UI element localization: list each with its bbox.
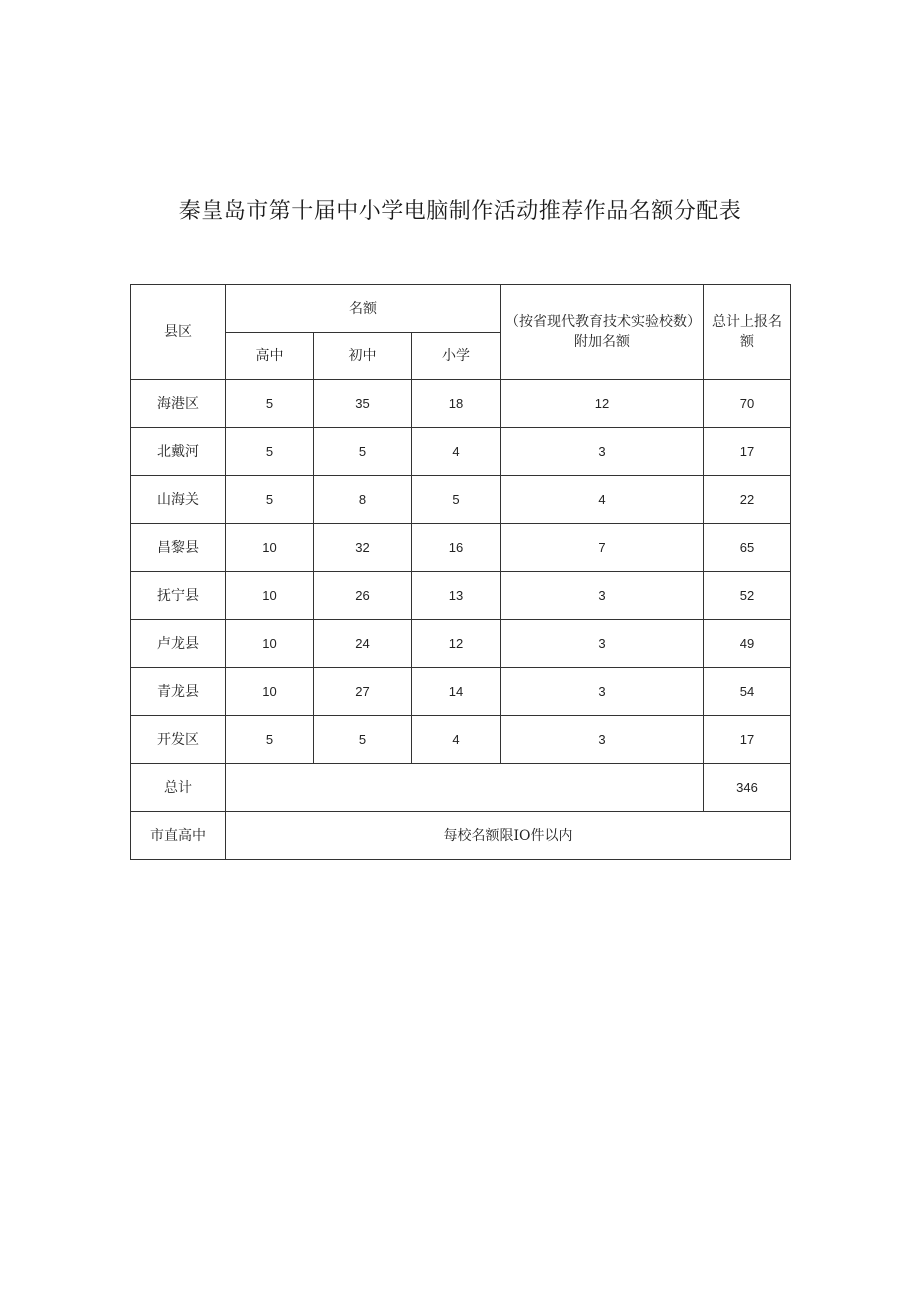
high-school-cell: 10 xyxy=(226,524,314,572)
table-row xyxy=(131,668,791,716)
primary-school-cell: 14 xyxy=(412,668,501,716)
high-school-cell: 5 xyxy=(226,476,314,524)
table-row xyxy=(131,476,791,524)
district-cell: 北戴河 xyxy=(131,428,226,476)
table-row xyxy=(131,380,791,428)
middle-school-cell: 32 xyxy=(314,524,412,572)
primary-school-cell: 13 xyxy=(412,572,501,620)
district-cell: 海港区 xyxy=(131,380,226,428)
summary-blank xyxy=(226,764,704,812)
district-cell: 卢龙县 xyxy=(131,620,226,668)
total-cell: 65 xyxy=(704,524,791,572)
primary-school-cell: 16 xyxy=(412,524,501,572)
total-cell: 49 xyxy=(704,620,791,668)
total-cell: 54 xyxy=(704,668,791,716)
city-high-row xyxy=(131,812,791,860)
primary-school-cell: 4 xyxy=(412,716,501,764)
quota-table-body xyxy=(131,285,791,860)
quota-table xyxy=(130,284,791,860)
header-district: 县区 xyxy=(131,285,226,380)
summary-row xyxy=(131,764,791,812)
header-row-1 xyxy=(131,285,791,333)
district-cell: 山海关 xyxy=(131,476,226,524)
total-cell: 52 xyxy=(704,572,791,620)
primary-school-cell: 4 xyxy=(412,428,501,476)
table-row xyxy=(131,716,791,764)
high-school-cell: 5 xyxy=(226,380,314,428)
high-school-cell: 10 xyxy=(226,620,314,668)
extra-quota-cell: 12 xyxy=(501,380,704,428)
extra-quota-cell: 7 xyxy=(501,524,704,572)
summary-value: 346 xyxy=(704,764,791,812)
primary-school-cell: 18 xyxy=(412,380,501,428)
district-cell: 抚宁县 xyxy=(131,572,226,620)
high-school-cell: 5 xyxy=(226,428,314,476)
total-cell: 17 xyxy=(704,428,791,476)
district-cell: 开发区 xyxy=(131,716,226,764)
extra-quota-cell: 3 xyxy=(501,428,704,476)
middle-school-cell: 27 xyxy=(314,668,412,716)
middle-school-cell: 5 xyxy=(314,428,412,476)
header-level-high: 高中 xyxy=(226,333,314,380)
table-row xyxy=(131,428,791,476)
district-cell: 青龙县 xyxy=(131,668,226,716)
summary-label: 总计 xyxy=(131,764,226,812)
middle-school-cell: 26 xyxy=(314,572,412,620)
header-quota: 名额 xyxy=(226,285,501,333)
document-title: 秦皇岛市第十届中小学电脑制作活动推荐作品名额分配表 xyxy=(178,199,742,224)
header-extra-line1: （按省现代教育技术实验校数） xyxy=(505,314,702,330)
header-level-primary: 小学 xyxy=(412,333,501,380)
city-high-label: 市直高中 xyxy=(131,812,226,860)
total-cell: 17 xyxy=(704,716,791,764)
primary-school-cell: 5 xyxy=(412,476,501,524)
high-school-cell: 10 xyxy=(226,668,314,716)
extra-quota-cell: 3 xyxy=(501,668,704,716)
extra-quota-cell: 3 xyxy=(501,620,704,668)
header-total: 总计上报名额 xyxy=(704,285,791,380)
extra-quota-cell: 3 xyxy=(501,572,704,620)
district-cell: 昌黎县 xyxy=(131,524,226,572)
table-row xyxy=(131,620,791,668)
high-school-cell: 10 xyxy=(226,572,314,620)
primary-school-cell: 12 xyxy=(412,620,501,668)
middle-school-cell: 24 xyxy=(314,620,412,668)
middle-school-cell: 8 xyxy=(314,476,412,524)
table-row xyxy=(131,572,791,620)
middle-school-cell: 5 xyxy=(314,716,412,764)
extra-quota-cell: 4 xyxy=(501,476,704,524)
table-row xyxy=(131,524,791,572)
total-cell: 70 xyxy=(704,380,791,428)
header-extra xyxy=(501,285,704,380)
middle-school-cell: 35 xyxy=(314,380,412,428)
header-level-middle: 初中 xyxy=(314,333,412,380)
total-cell: 22 xyxy=(704,476,791,524)
extra-quota-cell: 3 xyxy=(501,716,704,764)
header-extra-line2: 附加名额 xyxy=(574,334,631,350)
city-high-note: 每校名额限IO件以内 xyxy=(226,812,791,860)
high-school-cell: 5 xyxy=(226,716,314,764)
